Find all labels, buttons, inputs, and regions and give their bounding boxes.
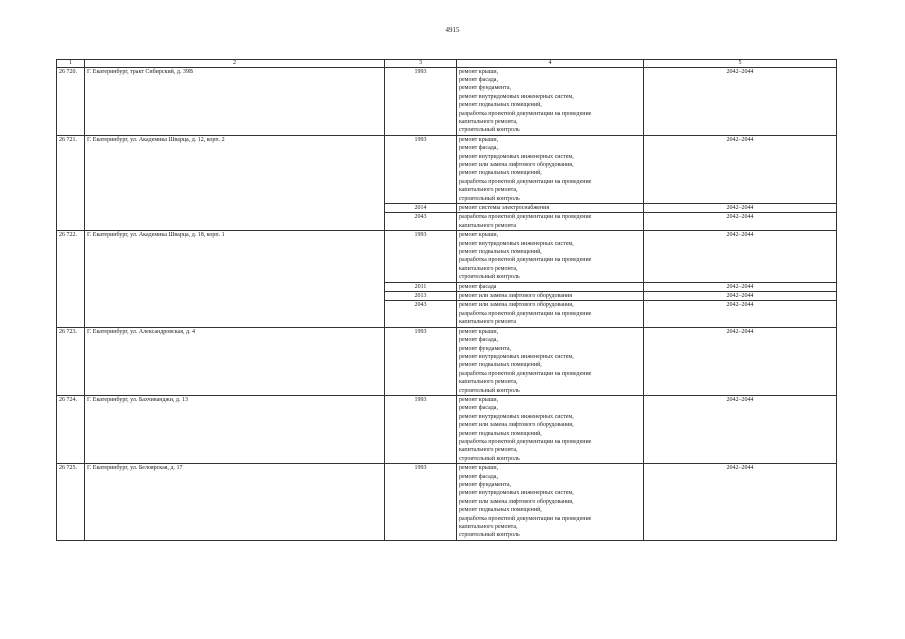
work-item: ремонт внутридомовых инженерных систем, (459, 240, 574, 247)
work-item: разработка проектной документации на проведение (459, 310, 592, 317)
work-item: ремонт подвальных помещений, (459, 430, 542, 437)
header-cell-3: 3 (385, 60, 457, 68)
work-item: ремонт или замена лифтового оборудования, (459, 422, 574, 429)
works-cell (457, 464, 644, 541)
table-row (57, 67, 837, 135)
works-cell (457, 135, 644, 203)
work-item: капитального ремонта, (459, 118, 518, 125)
work-item: строительный контроль (459, 195, 520, 202)
work-item: строительный контроль (459, 532, 520, 539)
row-number: 26 725. (57, 464, 85, 541)
header-cell-5: 5 (644, 60, 837, 68)
work-item: ремонт подвальных помещений, (459, 170, 542, 177)
page-number: 4915 (445, 26, 460, 34)
work-item: ремонт внутридомовых инженерных систем, (459, 413, 574, 420)
work-item: разработка проектной документации на проведение (459, 370, 592, 377)
work-item: ремонт системы электроснабжения (459, 205, 550, 211)
table-row (57, 327, 837, 395)
period-cell: 2042–2044 (644, 213, 837, 231)
building-address: Г. Екатеринбург, тракт Сибирский, д. 39В (85, 67, 385, 135)
work-item: разработка проектной документации на проведение (459, 178, 592, 185)
work-item: строительный контроль (459, 274, 520, 281)
work-item: капитального ремонта (459, 222, 517, 229)
work-item: ремонт фундамента, (459, 482, 511, 488)
works-cell (457, 231, 644, 282)
works-cell (457, 395, 644, 463)
work-item: ремонт или замена лифтового оборудования, (459, 302, 574, 309)
work-item: ремонт крыши, (459, 68, 499, 75)
period-cell: 2042–2044 (644, 135, 837, 203)
work-item: разработка проектной документации на проведение (459, 214, 592, 221)
year-cell: 2013 (385, 292, 457, 301)
period-cell: 2042–2044 (644, 395, 837, 463)
header-cell-4: 4 (457, 60, 644, 68)
row-number: 26 720. (57, 67, 85, 135)
period-cell: 2042–2044 (644, 67, 837, 135)
header-row (57, 60, 837, 68)
work-item: ремонт фасада (459, 283, 497, 290)
work-item: разработка проектной документации на проведение (459, 257, 592, 264)
row-number: 26 724. (57, 395, 85, 463)
work-item: капитального ремонта, (459, 524, 518, 531)
period-cell: 2042–2044 (644, 327, 837, 395)
work-item: ремонт подвальных помещений, (459, 362, 542, 369)
building-address: Г. Екатеринбург, ул. Академика Шварца, д. 12, корп. 2 (85, 135, 385, 230)
work-item: разработка проектной документации на проведение (459, 110, 592, 117)
capital-repair-table (56, 59, 837, 541)
work-item: ремонт подвальных помещений, (459, 102, 542, 109)
work-item: ремонт крыши, (459, 465, 499, 472)
work-item: ремонт крыши, (459, 328, 499, 335)
work-item: ремонт внутридомовых инженерных систем, (459, 153, 574, 160)
work-item: ремонт фасада, (459, 145, 498, 152)
work-item: ремонт или замена лифтового оборудования, (459, 498, 574, 505)
year-cell: 1993 (385, 67, 457, 135)
year-cell: 1993 (385, 464, 457, 541)
row-number: 26 723. (57, 327, 85, 395)
work-item: ремонт внутридомовых инженерных систем, (459, 490, 574, 497)
works-cell (457, 327, 644, 395)
work-item: строительный контроль (459, 455, 520, 462)
work-item: ремонт фасада, (459, 405, 498, 412)
works-cell (457, 301, 644, 327)
table-row (57, 231, 837, 282)
header-cell-1: 1 (57, 60, 85, 68)
table-row (57, 464, 837, 541)
period-cell: 2042–2044 (644, 204, 837, 213)
work-item: ремонт или замена лифтового оборудования, (459, 161, 574, 168)
table-row (57, 135, 837, 203)
period-cell: 2042–2044 (644, 464, 837, 541)
building-address: Г. Екатеринбург, ул. Академика Шварца, д. 18, корп. 1 (85, 231, 385, 327)
works-cell (457, 282, 644, 291)
work-item: капитального ремонта (459, 319, 517, 326)
period-cell: 2042–2044 (644, 301, 837, 327)
building-address: Г. Екатеринбург, ул. Белоярская, д. 17 (85, 464, 385, 541)
period-cell: 2042–2044 (644, 282, 837, 291)
work-item: разработка проектной документации на проведение (459, 438, 592, 445)
work-item: ремонт внутридомовых инженерных систем, (459, 93, 574, 100)
work-item: ремонт фундамента, (459, 85, 511, 92)
work-item: ремонт фасада, (459, 76, 498, 83)
work-item: капитального ремонта, (459, 187, 518, 194)
work-item: капитального ремонта, (459, 447, 518, 454)
works-cell (457, 213, 644, 231)
row-number: 26 721. (57, 135, 85, 230)
year-cell: 2043 (385, 301, 457, 327)
work-item: ремонт внутридомовых инженерных систем, (459, 353, 574, 360)
year-cell: 1993 (385, 135, 457, 203)
work-item: ремонт подвальных помещений, (459, 507, 542, 514)
work-item: ремонт крыши, (459, 232, 499, 239)
table-row (57, 395, 837, 463)
table-body (57, 67, 837, 540)
building-address: Г. Екатеринбург, ул. Бахчиванджи, д. 13 (85, 395, 385, 463)
period-cell: 2042–2044 (644, 292, 837, 301)
work-item: капитального ремонта, (459, 379, 518, 386)
work-item: ремонт крыши, (459, 136, 499, 143)
work-item: капитального ремонта, (459, 265, 518, 272)
building-address: Г. Екатеринбург, ул. Александровская, д. 4 (85, 327, 385, 395)
year-cell: 2014 (385, 204, 457, 213)
work-item: ремонт фасада, (459, 337, 498, 344)
work-item: строительный контроль (459, 127, 520, 134)
work-item: ремонт фундамента, (459, 345, 511, 352)
period-cell: 2042–2044 (644, 231, 837, 282)
year-cell: 1993 (385, 395, 457, 463)
work-item: строительный контроль (459, 387, 520, 394)
work-item: ремонт фасада, (459, 473, 498, 480)
row-number: 26 722. (57, 231, 85, 327)
work-item: разработка проектной документации на проведение (459, 515, 592, 522)
works-cell (457, 292, 644, 301)
year-cell: 1993 (385, 327, 457, 395)
year-cell: 2043 (385, 213, 457, 231)
header-cell-2: 2 (85, 60, 385, 68)
works-cell (457, 204, 644, 213)
work-item: ремонт подвальных помещений, (459, 249, 542, 256)
year-cell: 1993 (385, 231, 457, 282)
work-item: ремонт крыши, (459, 396, 499, 403)
year-cell: 2011 (385, 282, 457, 291)
works-cell (457, 67, 644, 135)
work-item: ремонт или замена лифтового оборудования (459, 293, 573, 300)
